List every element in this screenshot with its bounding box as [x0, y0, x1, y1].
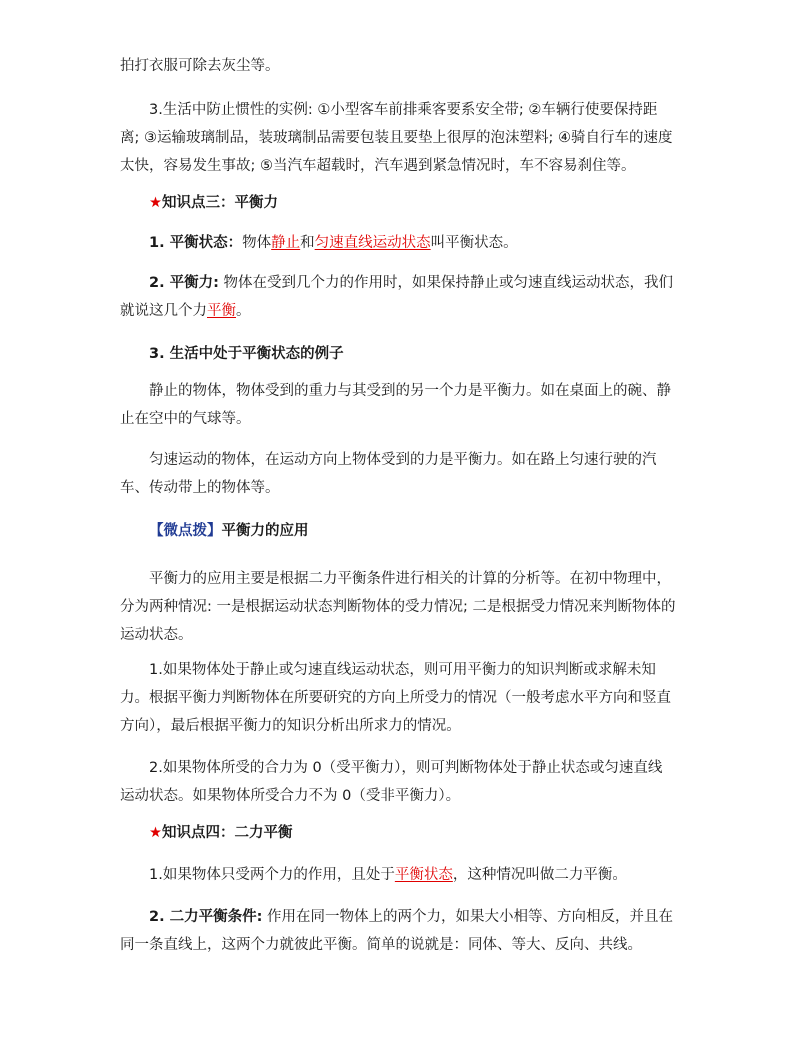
- application-case-1: [120, 656, 676, 740]
- section-heading-3-text: 知识点三：平衡力: [162, 195, 278, 211]
- item-label: 2. 二力平衡条件:: [149, 909, 263, 925]
- uniform-motion-example: [120, 446, 676, 502]
- highlight-balance: 平衡: [207, 303, 236, 319]
- text: ，这种情况叫做二力平衡。: [452, 867, 627, 883]
- continuation-text: 拍打衣服可除去灰尘等。: [120, 58, 280, 74]
- balanced-examples-heading: [120, 340, 676, 368]
- static-object-example: [120, 377, 676, 433]
- star-icon: ★: [149, 195, 162, 211]
- text: 物体在受到几个力的作用时，如果保持静止或匀速直线运动状态，我们就说这几个力: [120, 275, 674, 319]
- application-intro: [120, 565, 676, 649]
- section-heading-4: [120, 819, 676, 847]
- text: 1.如果物体处于静止或匀速直线运动状态，则可用平衡力的知识判断或求解未知力。根据平衡力判断物体在所要研究的方向上所受力的情况（一般考虑水平方向和竖直方向），最后根据平衡力的知识分析出所求力的情况。: [120, 662, 671, 734]
- tip-heading-text: 平衡力的应用: [221, 523, 309, 539]
- text: 2.如果物体所受的合力为 0（受平衡力），则可判断物体处于静止状态或匀速直线运动状态。如果物体所受合力不为 0（受非平衡力）。: [120, 760, 663, 804]
- text: 作用在同一物体上的两个力，如果大小相等、方向相反，并且在同一条直线上，这两个力就彼此平衡。简单的说就是：同体、等大、反向、共线。: [120, 909, 674, 953]
- tip-heading: [120, 517, 676, 545]
- text: 3. 生活中处于平衡状态的例子: [149, 346, 344, 362]
- highlight-static: 静止: [271, 235, 301, 251]
- tip-tag: 【微点拨】: [149, 523, 222, 539]
- text: 1.如果物体只受两个力的作用，且处于: [149, 867, 395, 883]
- text: 平衡力的应用主要是根据二力平衡条件进行相关的计算的分析等。在初中物理中，分为两种情况: 一是根据运动状态判断物体的受力情况; 二是根据受力情况来判断物体的运动状态。: [120, 571, 676, 643]
- text: 物体: [242, 235, 272, 251]
- two-force-balance-conditions: [120, 903, 676, 959]
- balanced-force-definition: [120, 269, 676, 325]
- two-force-balance-definition: [120, 861, 676, 889]
- application-case-2: [120, 754, 676, 810]
- highlight-equilibrium: 平衡状态: [394, 867, 453, 883]
- inertia-prevention-examples: [120, 96, 676, 180]
- section-heading-4-text: 知识点四：二力平衡: [162, 825, 293, 841]
- text: 和: [300, 235, 315, 251]
- inertia-examples-text: 3.生活中防止惯性的实例: ①小型客车前排乘客要系安全带; ②车辆行使要保持距离; ③运输玻璃制品，装玻璃制品需要包装且要垫上很厚的泡沫塑料; ④骑自行车的速度太快，容易发生事故; ⑤当汽车超载时，汽车遇到紧急情况时，车不容易刹住等。: [120, 102, 673, 174]
- text: 匀速运动的物体，在运动方向上物体受到的力是平衡力。如在路上匀速行驶的汽车、传动带上的物体等。: [120, 452, 657, 496]
- text: 。: [236, 303, 251, 319]
- text: 静止的物体，物体受到的重力与其受到的另一个力是平衡力。如在桌面上的碗、静止在空中的气球等。: [120, 383, 671, 427]
- paragraph-continuation: [120, 52, 676, 80]
- highlight-uniform-motion: 匀速直线运动状态: [314, 235, 431, 251]
- section-heading-3: [120, 189, 676, 217]
- star-icon: ★: [149, 825, 162, 841]
- item-label: 2. 平衡力:: [149, 275, 219, 291]
- text: 叫平衡状态。: [430, 235, 518, 251]
- equilibrium-state-definition: [120, 229, 676, 257]
- item-label: 1. 平衡状态：: [149, 235, 243, 251]
